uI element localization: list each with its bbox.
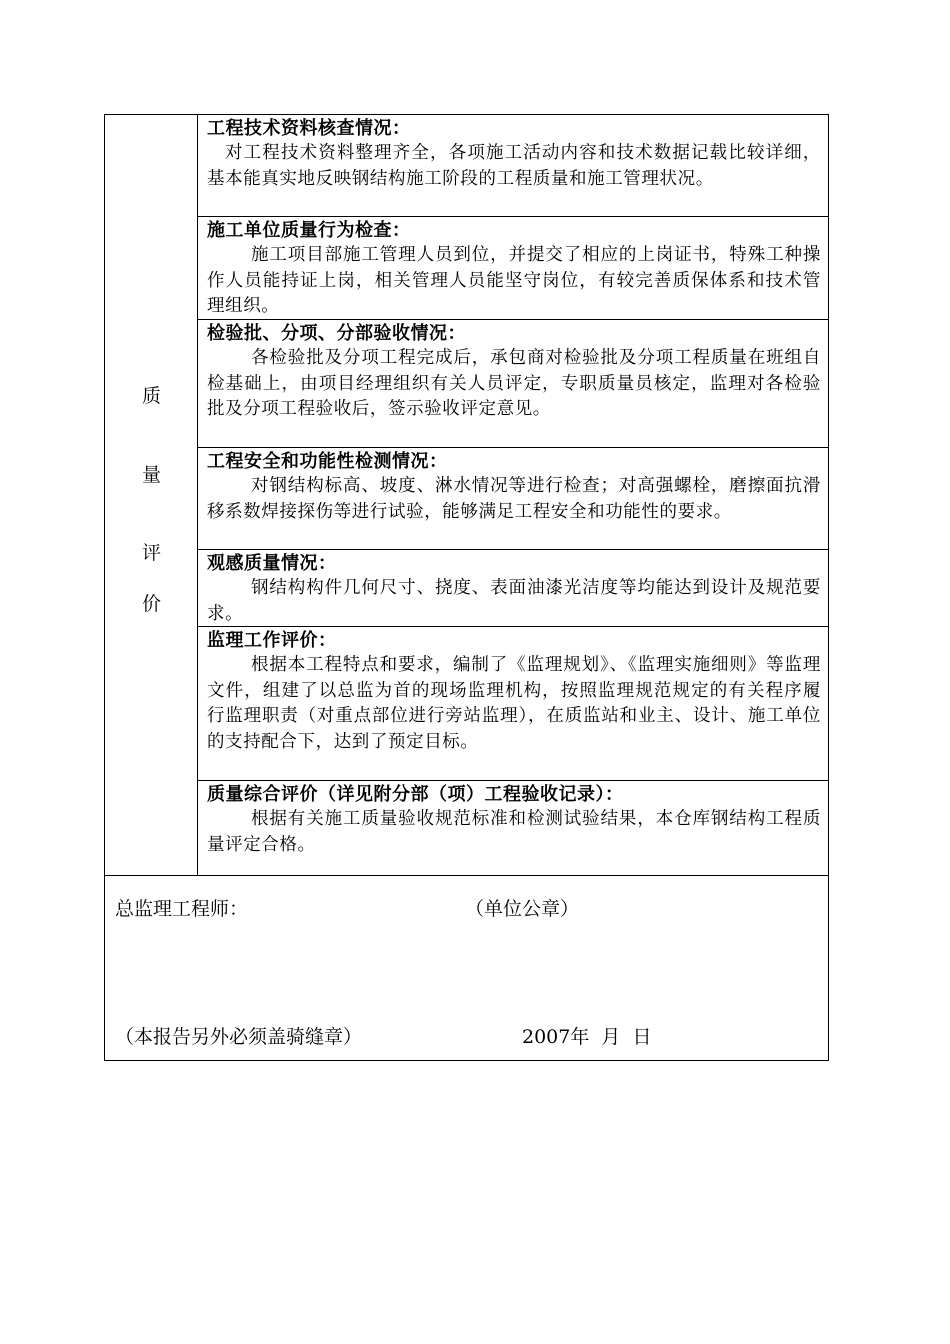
section-title: 观感质量情况：	[207, 553, 337, 574]
chief-engineer-label: 总监理工程师：	[115, 898, 249, 920]
side-label-char: 量	[141, 464, 161, 486]
section-contractor-quality	[198, 217, 829, 320]
evaluation-table	[104, 114, 829, 1061]
section-title: 监理工作评价：	[207, 630, 337, 651]
section-title: 工程技术资料核查情况：	[207, 118, 411, 139]
section-overall-evaluation	[198, 781, 829, 875]
seal-label: （单位公章）	[465, 898, 580, 920]
side-label-char: 质	[141, 385, 161, 407]
report-date: 2007年 月 日	[522, 1026, 652, 1048]
section-tech-docs	[198, 115, 829, 217]
section-body: 施工项目部施工管理人员到位，并提交了相应的上岗证书，特殊工种操作人员能持证上岗，相关管理人员能坚守岗位，有较完善质保体系和技术管理组织。	[207, 245, 821, 316]
side-label-column	[105, 115, 198, 875]
section-body: 钢结构构件几何尺寸、挠度、表面油漆光洁度等均能达到设计及规范要求。	[207, 578, 821, 624]
section-title: 施工单位质量行为检查：	[207, 220, 411, 241]
section-supervision-evaluation	[198, 627, 829, 781]
side-label-char: 价	[141, 593, 161, 615]
section-title: 工程安全和功能性检测情况：	[207, 451, 448, 472]
seam-seal-note: （本报告另外必须盖骑缝章）	[115, 1026, 363, 1048]
section-safety-function-testing	[198, 448, 829, 550]
section-title: 质量综合评价（详见附分部（项）工程验收记录）：	[207, 784, 624, 805]
section-body: 对钢结构标高、坡度、淋水情况等进行检查；对高强螺栓，磨擦面抗滑移系数焊接探伤等进行试验，能够满足工程安全和功能性的要求。	[207, 476, 821, 522]
section-title: 检验批、分项、分部验收情况：	[207, 323, 466, 344]
section-visual-quality	[198, 550, 829, 627]
section-body: 各检验批及分项工程完成后，承包商对检验批及分项工程质量在班组自检基础上，由项目经理组织有关人员评定，专职质量员核定，监理对各检验批及分项工程验收后，签示验收评定意见。	[207, 348, 821, 419]
section-body: 对工程技术资料整理齐全，各项施工活动内容和技术数据记载比较详细，基本能真实地反映钢结构施工阶段的工程质量和施工管理状况。	[207, 143, 821, 189]
section-inspection-acceptance	[198, 320, 829, 448]
section-body: 根据本工程特点和要求，编制了《监理规划》、《监理实施细则》等监理文件，组建了以总监为首的现场监理机构，按照监理规范规定的有关程序履行监理职责（对重点部位进行旁站监理），在质监站和业主、设计、施工单位的支持配合下，达到了预定目标。	[207, 655, 821, 752]
divider	[105, 875, 828, 876]
section-body: 根据有关施工质量验收规范标准和检测试验结果，本仓库钢结构工程质量评定合格。	[207, 809, 821, 855]
side-label-char: 评	[141, 542, 161, 564]
